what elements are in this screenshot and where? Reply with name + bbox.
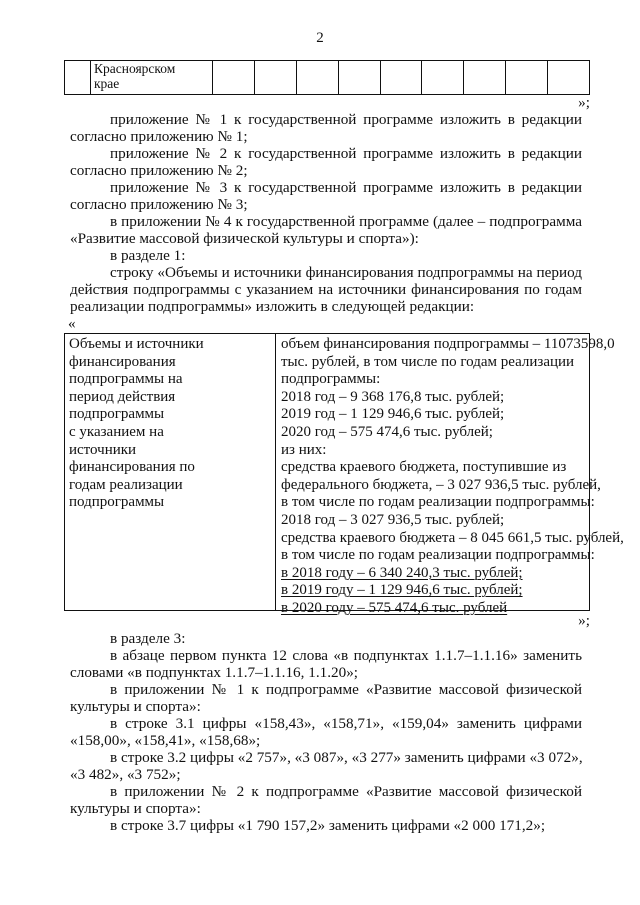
- opening-quote: «: [68, 315, 76, 332]
- text-line: словами «в подпунктах 1.1.7–1.1.16, 1.1.20»;: [70, 664, 359, 681]
- table-left-line: источники: [69, 441, 137, 458]
- text-line: согласно приложению № 2;: [70, 162, 248, 179]
- table-cell: [213, 61, 255, 95]
- table-right-line: средства краевого бюджета, поступившие из: [281, 459, 567, 476]
- text-line: в строке 3.7 цифры «1 790 157,2» заменить цифрами «2 000 171,2»;: [110, 817, 546, 834]
- table-cell: [548, 61, 590, 95]
- table-right-line: в 2018 году – 6 340 240,3 тыс. рублей;: [281, 564, 523, 581]
- financing-table: [64, 333, 624, 616]
- table-left-line: подпрограммы на: [69, 371, 183, 388]
- table-right-line: в 2019 году – 1 129 946,6 тыс. рублей;: [281, 582, 523, 599]
- table-right-line: в том числе по годам реализации подпрограммы:: [281, 494, 595, 511]
- table-left-column: [69, 336, 204, 512]
- text-line: культуры и спорта»:: [70, 698, 201, 715]
- table-cell: [254, 61, 296, 95]
- table-right-line: из них:: [281, 441, 327, 458]
- closing-quote: »;: [578, 612, 590, 629]
- table-left-line: Объемы и источники: [69, 336, 204, 352]
- text-line: строку «Объемы и источники финансирования подпрограммы на период: [110, 264, 582, 281]
- table-cell: [464, 61, 506, 95]
- text-line: приложение № 3 к государственной программе изложить в редакции: [110, 179, 582, 196]
- top-table-row: [64, 60, 590, 95]
- table-cell: [380, 61, 422, 95]
- text-line: культуры и спорта»:: [70, 800, 201, 817]
- text-line: в приложении № 2 к подпрограмме «Развитие массовой физической: [110, 783, 582, 800]
- region-label-line: Красноярском: [94, 61, 176, 76]
- table-cell: [296, 61, 338, 95]
- table-left-line: финансирования по: [69, 459, 195, 476]
- table-right-line: в 2020 году – 575 474,6 тыс. рублей: [281, 599, 508, 616]
- text-line: в разделе 3:: [110, 630, 186, 647]
- page-number: 2: [316, 30, 324, 46]
- text-line: реализации подпрограммы» изложить в следующей редакции:: [70, 298, 475, 315]
- text-line: в разделе 1:: [110, 247, 186, 264]
- table-right-line: 2020 год – 575 474,6 тыс. рублей;: [281, 423, 493, 440]
- table-divider: [275, 334, 276, 610]
- table-right-column: [281, 336, 624, 618]
- table-left-line: период действия: [69, 388, 176, 405]
- table-left-line: годам реализации: [69, 476, 183, 493]
- text-line: в строке 3.2 цифры «2 757», «3 087», «3 277» заменить цифрами «3 072»,: [110, 749, 583, 766]
- table-left-line: финансирования: [69, 353, 176, 370]
- table-right-line: федерального бюджета, – 3 027 936,5 тыс. рублей,: [281, 476, 601, 493]
- region-label-line: крае: [94, 75, 120, 91]
- table-cell: [338, 61, 380, 95]
- text-line: приложение № 1 к государственной программе изложить в редакции: [110, 111, 582, 128]
- table-left-line: подпрограммы: [69, 406, 165, 423]
- text-line: «Развитие массовой физической культуры и спорта»):: [70, 230, 419, 247]
- table-right-line: 2019 год – 1 129 946,6 тыс. рублей;: [281, 406, 505, 423]
- table-right-line: подпрограммы:: [281, 371, 381, 388]
- table-left-line: с указанием на: [69, 423, 164, 440]
- table-right-line: объем финансирования подпрограммы – 11073598,0: [281, 336, 615, 352]
- table-cell: [506, 61, 548, 95]
- table-right-line: 2018 год – 3 027 936,5 тыс. рублей;: [281, 511, 505, 528]
- table-right-line: 2018 год – 9 368 176,8 тыс. рублей;: [281, 388, 505, 405]
- table-right-line: в том числе по годам реализации подпрограммы:: [281, 547, 595, 564]
- text-line: приложение № 2 к государственной программе изложить в редакции: [110, 145, 582, 162]
- text-line: согласно приложению № 1;: [70, 128, 248, 145]
- table-cell: [422, 61, 464, 95]
- text-line: согласно приложению № 3;: [70, 196, 248, 213]
- table-right-line: средства краевого бюджета – 8 045 661,5 тыс. рублей,: [281, 529, 624, 546]
- table-left-line: подпрограммы: [69, 494, 165, 511]
- closing-quote: »;: [578, 94, 590, 111]
- text-line: «3 482», «3 752»;: [70, 766, 181, 783]
- table-cell: [65, 61, 91, 95]
- text-line: в приложении № 1 к подпрограмме «Развитие массовой физической: [110, 681, 582, 698]
- text-line: в абзаце первом пункта 12 слова «в подпунктах 1.1.7–1.1.16» заменить: [110, 647, 582, 664]
- text-line: «158,00», «158,41», «158,68»;: [70, 732, 261, 749]
- text-line: действия подпрограммы с указанием на источники финансирования по годам: [70, 281, 582, 298]
- text-line: в приложении № 4 к государственной программе (далее – подпрограмма: [110, 213, 582, 230]
- table-right-line: тыс. рублей, в том числе по годам реализации: [281, 353, 575, 370]
- text-line: в строке 3.1 цифры «158,43», «158,71», «159,04» заменить цифрами: [110, 715, 582, 732]
- region-label-cell: [91, 61, 213, 95]
